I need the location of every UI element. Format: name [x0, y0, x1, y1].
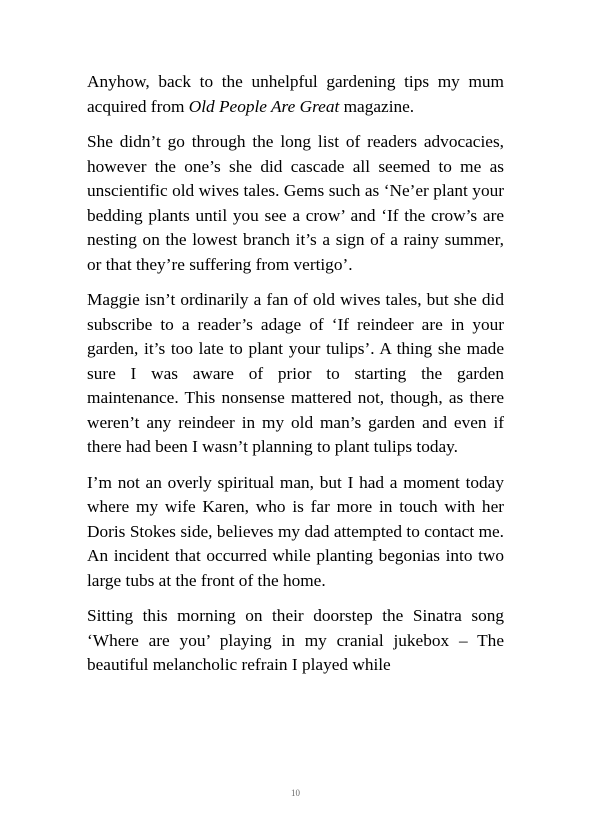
paragraph-5: Sitting this morning on their doorstep the Sinatra song ‘Where are you’ playing in my cranial jukebox – The beautiful melancholic refrain I played while — [87, 606, 504, 674]
paragraph-2: She didn’t go through the long list of readers advocacies, however the one’s she did cascade all seemed to me as unscientific old wives tales. Gems such as ‘Ne’er plant your bedding plants until you see a crow’ and ‘If the crow’s are nesting on the lowest branch it’s a sign of a rainy summer, or that they’re suffering from vertigo’. — [87, 132, 504, 274]
paragraph-3: Maggie isn’t ordinarily a fan of old wives tales, but she did subscribe to a reader’s adage of ‘If reindeer are in your garden, it’s too late to plant your tulips’. A thing she made sure I was aware of prior to starting the garden maintenance. This nonsense mattered not, though, as there weren’t any reindeer in my old man’s garden and even if there had been I wasn’t planning to plant tulips today. — [87, 290, 504, 456]
paragraph-1-text-start: Anyhow, back to the unhelpful gardening tips my mum acquired from — [87, 72, 504, 116]
paragraph-4: I’m not an overly spiritual man, but I had a moment today where my wife Karen, who is far more in touch with her Doris Stokes side, believes my dad attempted to contact me. An incident that occurred while planting begonias into two large tubs at the front of the home. — [87, 472, 504, 590]
page-number: 10 — [291, 788, 300, 798]
paragraph-1 — [87, 70, 504, 119]
magazine-title: Old People Are Great — [188, 96, 340, 116]
document-page — [87, 70, 504, 689]
paragraph-1-text-end: magazine. — [339, 96, 415, 116]
